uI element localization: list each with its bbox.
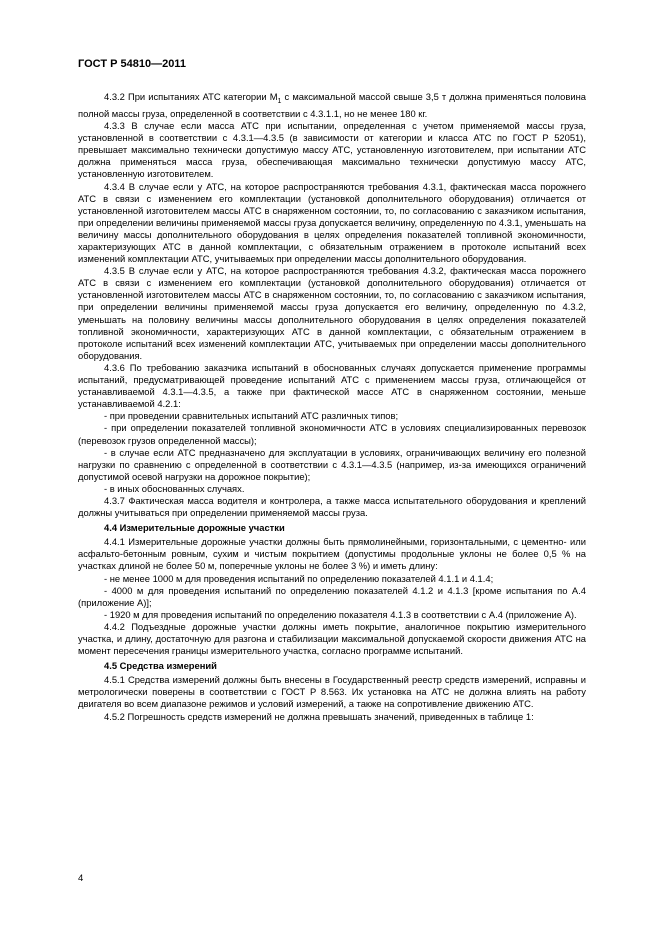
list-item: - в случае если АТС предназначено для эксплуатации в условиях, ограничивающих величину его полезной нагрузки по сравнению с определенной в соответствии с 4.3.1—4.3.5 (например, из-за имеющихся ограничений допустимой осевой нагрузки на дорожное покрытие);	[78, 446, 586, 482]
paragraph-4-4-1: 4.4.1 Измерительные дорожные участки должны быть прямолинейными, горизонтальными, с цементно- или асфальто-бетонным ровным, сухим и чистым покрытием (допустимы продольные уклоны не более 0,5 % на участках длиной не более 50 м, поперечные уклоны не более 3 %) и иметь длину:	[78, 536, 586, 572]
paragraph-4-5-1: 4.5.1 Средства измерений должны быть внесены в Государственный реестр средств измерений, исправны и метрологически поверены в соответствии с ГОСТ Р 8.563. Их установка на АТС не должна влиять на работу двигателя во всем диапазоне режимов и условий измерений, а также на сопротивление движению АТС.	[78, 674, 586, 710]
list-item: - 1920 м для проведения испытаний по определению показателя 4.1.3 в соответствии с А.4 (приложение А).	[104, 608, 577, 620]
section-heading-4-5: 4.5 Средства измерений	[104, 660, 217, 672]
subscript: 1	[277, 97, 282, 105]
paragraph-4-3-5: 4.3.5 В случае если у АТС, на которое распространяются требования 4.3.2, фактическая масса порожнего АТС в связи с изменением его комплектации (установкой дополнительного оборудования) отличается от установленной изготовителем массы АТС в снаряженном состоянии, то, по согласованию с заказчиком испытания, при определении величины применяемой массы груза допускается его величину, определенную по 4.3.2, уменьшать на половину величины массы дополнительного оборудования в целях определения показателей топливной экономичности, характеризующих АТС в данной комплектации, с обязательным отражением в протоколе испытаний всех изменений комплектации АТС, учитываемых при определении массы дополнительного оборудования.	[78, 265, 586, 361]
paragraph-text: с максимальной массой свыше 3,5 т должна применяться половина полной массы груза, определенной в соответствии с 4.3.1.1, но не менее 180 кг.	[78, 91, 586, 119]
document-header: ГОСТ Р 54810—2011	[78, 58, 186, 70]
paragraph-text: 4.3.2 При испытаниях АТС категории М	[104, 91, 278, 102]
paragraph-4-3-7: 4.3.7 Фактическая масса водителя и контролера, а также масса испытательного оборудования и креплений должны учитываться при определении применяемой массы груза.	[78, 494, 586, 519]
list-item: - при определении показателей топливной экономичности АТС в условиях специализированных перевозок (перевозок грузов определенной массы);	[78, 422, 586, 446]
paragraph-4-3-2	[78, 91, 586, 120]
list-item: - в иных обоснованных случаях.	[104, 482, 245, 494]
paragraph-4-4-2: 4.4.2 Подъездные дорожные участки должны иметь покрытие, аналогичное покрытию измерительного участка, и длину, достаточную для разгона и стабилизации максимальной допускаемой скорости движения АТС на момент пересечения границы измерительного участка, согласно программе испытаний.	[78, 620, 586, 657]
list-item: - 4000 м для проведения испытаний по определению показателей 4.1.2 и 4.1.3 [кроме испытания по А.4 (приложение А)];	[78, 584, 586, 608]
page-number: 4	[78, 873, 84, 884]
document-body	[78, 91, 586, 723]
paragraph-4-5-2: 4.5.2 Погрешность средств измерений не должна превышать значений, приведенных в таблице 1:	[104, 710, 534, 722]
paragraph-4-3-4: 4.3.4 В случае если у АТС, на которое распространяются требования 4.3.1, фактическая масса порожнего АТС в связи с изменением его комплектации (установкой дополнительного оборудования) отличается от установленной изготовителем массы АТС в снаряженном состоянии, то, по согласованию с заказчиком испытания, при определении величины применяемой массы груза допускается величину, определенную по 4.3.1, уменьшать на величину массы дополнительного оборудования в целях определения показателей топливной экономичности, характеризующих АТС в данной комплектации, с обязательным отражением в протоколе испытаний всех изменений комплектации АТС, учитываемых при определении массы дополнительного оборудования.	[78, 180, 586, 265]
paragraph-4-3-3: 4.3.3 В случае если масса АТС при испытании, определенная с учетом применяемой массы груза, установленной в соответствии с 4.3.1—4.3.5 (в зависимости от категории и класса АТС по ГОСТ Р 52051), превышает максимально технически допустимую массу АТС, установленную изготовителем, при испытании АТС должна применяться масса груза, обеспечивающая максимально технически допустимую массу АТС, установленную изготовителем.	[78, 120, 586, 180]
list-item: - при проведении сравнительных испытаний АТС различных типов;	[104, 410, 399, 422]
paragraph-4-3-6: 4.3.6 По требованию заказчика испытаний в обоснованных случаях допускается применение программы испытаний, предусматривающей проведение испытаний АТС с применением массы груза, отличающейся от устанавливаемой 4.3.1—4.3.5, а также при фактической массе АТС в снаряженном состоянии, меньше устанавливаемой 4.2.1:	[78, 361, 586, 410]
list-item: - не менее 1000 м для проведения испытаний по определению показателей 4.1.1 и 4.1.4;	[104, 572, 494, 584]
section-heading-4-4: 4.4 Измерительные дорожные участки	[104, 522, 285, 534]
